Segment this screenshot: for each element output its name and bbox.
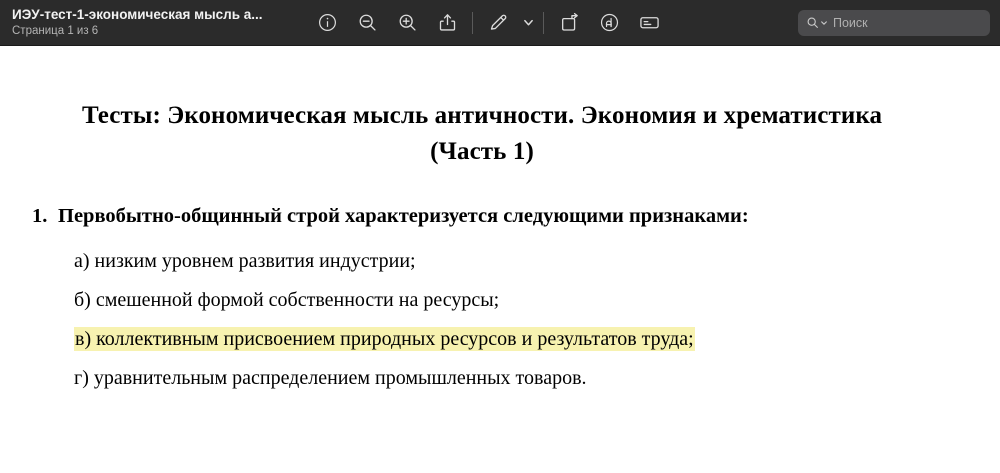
zoom-in-icon[interactable] (388, 7, 426, 39)
markup-pen-icon[interactable] (479, 7, 517, 39)
search-field[interactable] (798, 10, 990, 36)
chevron-down-icon[interactable] (519, 7, 537, 39)
answer-list (24, 242, 940, 398)
answer-option-b (74, 281, 940, 320)
annotate-icon[interactable] (590, 7, 628, 39)
toolbar-divider (472, 12, 473, 34)
answer-option-v (74, 320, 940, 359)
toolbar-divider-2 (543, 12, 544, 34)
document-content (0, 46, 1000, 398)
answer-option-b-label: б) смешенной формой собственности на ресурсы; (74, 288, 500, 311)
document-page (0, 46, 1000, 473)
search-icon (806, 16, 828, 29)
app-toolbar (0, 0, 1000, 46)
toolbar-buttons (308, 7, 668, 39)
answer-option-g-label: г) уравнительным распределением промышленных товаров. (74, 366, 587, 389)
question-text: Первобытно-общинный строй характеризуется следующими признаками: (58, 205, 749, 227)
search-input[interactable] (833, 16, 982, 30)
info-icon[interactable] (308, 7, 346, 39)
answer-option-g (74, 359, 940, 398)
document-title: ИЭУ-тест-1-экономическая мысль а... (12, 6, 263, 22)
answer-option-v-label-highlighted: в) коллективным присвоением природных ресурсов и результатов труда; (75, 327, 694, 350)
answer-option-a (74, 242, 940, 281)
question-block (24, 203, 940, 398)
share-icon[interactable] (428, 7, 466, 39)
zoom-out-icon[interactable] (348, 7, 386, 39)
question-heading (24, 203, 940, 230)
highlight-icon[interactable] (630, 7, 668, 39)
question-number: 1. (32, 205, 48, 227)
page-title-line-1: Тесты: Экономическая мысль античности. Экономия и хрематистика (81, 102, 883, 129)
page-status: Страница 1 из 6 (12, 24, 99, 37)
page-title (24, 98, 940, 169)
page-title-line-2: (Часть 1) (430, 137, 534, 165)
rotate-icon[interactable] (550, 7, 588, 39)
answer-option-a-label: а) низким уровнем развития индустрии; (74, 249, 416, 272)
document-info (12, 7, 302, 39)
